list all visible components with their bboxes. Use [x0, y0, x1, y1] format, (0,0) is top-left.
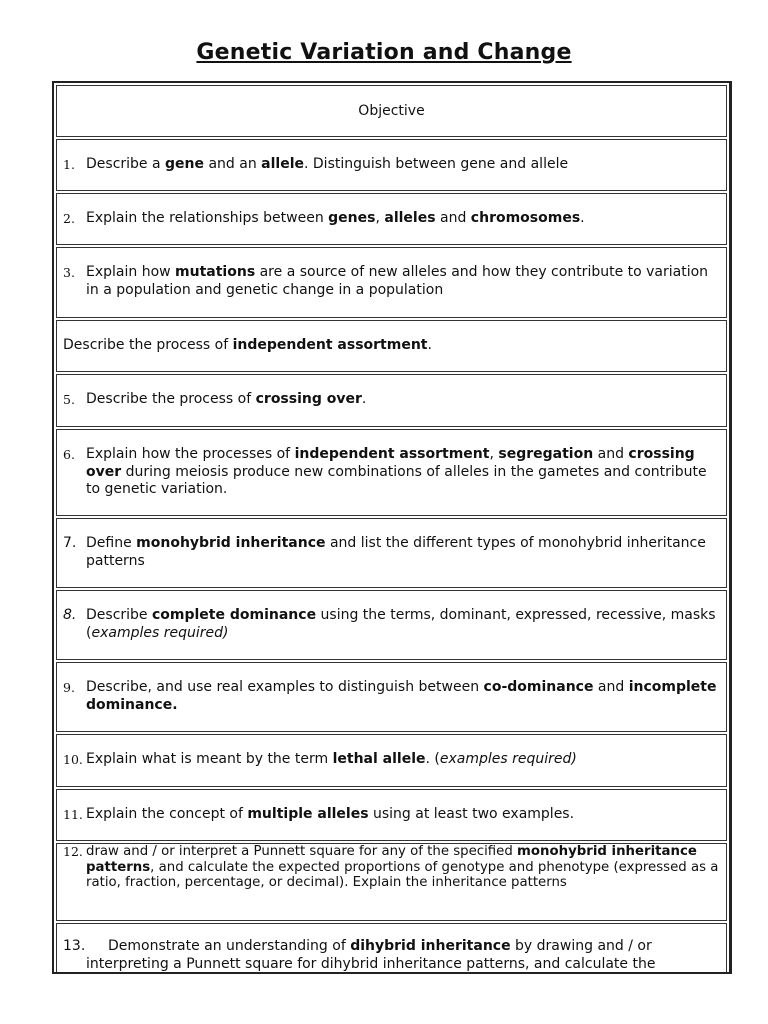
- bold-term: mutations: [175, 264, 256, 280]
- objective-row-4: [56, 320, 727, 372]
- text-run: .: [580, 210, 585, 226]
- objective-row-6: [56, 429, 727, 516]
- objective-text: [63, 751, 720, 769]
- text-run: Explain the concept of: [86, 806, 248, 822]
- text-run: ,: [489, 446, 499, 462]
- objective-number: 13.: [63, 938, 86, 954]
- objective-row-2: [56, 193, 727, 245]
- objective-text: [63, 535, 720, 570]
- objective-text: [63, 806, 720, 824]
- objective-number: 2.: [63, 211, 75, 226]
- bold-term: monohybrid inheritance: [136, 535, 326, 551]
- bold-term: crossing over: [255, 391, 362, 407]
- objective-text: [63, 446, 720, 499]
- bold-term: chromosomes: [470, 210, 581, 226]
- objective-row-10: [56, 734, 727, 787]
- objective-number: 1.: [63, 157, 75, 172]
- text-run: Demonstrate an understanding of: [108, 938, 351, 954]
- text-run: . Distinguish between gene and allele: [304, 156, 569, 172]
- italic-note: examples required): [91, 624, 229, 641]
- text-run: Explain how the processes of: [86, 446, 295, 462]
- text-run: and: [593, 679, 629, 695]
- objective-number: 9.: [63, 680, 75, 695]
- text-run: Describe: [86, 607, 152, 623]
- text-run: Explain the relationships between: [86, 210, 329, 226]
- text-run: .: [427, 337, 432, 353]
- objective-text: [63, 607, 720, 642]
- text-run: by drawing and / or interpreting a Punnett square for dihybrid inheritance patterns, and calculate the: [86, 938, 656, 972]
- text-run: using at least two examples.: [368, 806, 575, 822]
- text-run: Describe the process of: [63, 337, 233, 353]
- bold-term: incomplete dominance.: [86, 679, 717, 713]
- objective-row-13: [56, 923, 727, 974]
- objective-row-8: [56, 590, 727, 660]
- bold-term: genes: [328, 210, 376, 226]
- bold-term: monohybrid inheritance patterns: [86, 844, 697, 875]
- bold-term: lethal allele: [332, 751, 426, 767]
- objective-row-5: [56, 374, 727, 427]
- objective-number: 12.: [63, 844, 83, 859]
- objective-number: 6.: [63, 447, 75, 462]
- text-run: Describe, and use real examples to distinguish between: [86, 679, 484, 695]
- bold-term: multiple alleles: [247, 806, 369, 822]
- objective-text: [63, 391, 720, 409]
- objective-text: [63, 679, 720, 714]
- objective-number: 8.: [63, 607, 77, 623]
- objective-text: [63, 156, 720, 174]
- objective-number: 10.: [63, 752, 83, 767]
- text-run: .: [361, 391, 367, 407]
- bold-term: allele: [261, 156, 304, 172]
- italic-note: examples required): [439, 751, 577, 767]
- objectives-table: [52, 81, 732, 974]
- text-run: Explain how: [86, 264, 176, 280]
- page-title: Genetic Variation and Change: [196, 40, 572, 65]
- bold-term: dihybrid inheritance: [350, 938, 511, 954]
- bold-term: co-dominance: [483, 679, 594, 695]
- bold-term: crossing over: [86, 446, 695, 480]
- text-run: Explain what is meant by the term: [86, 751, 333, 767]
- bold-term: gene: [165, 156, 204, 172]
- text-run: using the terms, dominant, expressed, recessive, masks (: [86, 607, 716, 641]
- text-run: ,: [375, 210, 385, 226]
- text-run: and an: [204, 156, 262, 172]
- objective-row-3: [56, 247, 727, 318]
- objective-row-9: [56, 662, 727, 732]
- table-header-row: [56, 85, 727, 137]
- objective-text: [63, 210, 720, 228]
- text-run: Define: [86, 535, 137, 551]
- bold-term: independent assortment: [294, 446, 490, 462]
- text-run: Describe the process of: [86, 391, 256, 407]
- text-run: during meiosis produce new combinations of alleles in the gametes and contribute to genetic variation.: [86, 463, 707, 497]
- objective-text: [63, 844, 720, 891]
- objective-row-1: [56, 139, 727, 191]
- objective-row-11: [56, 789, 727, 841]
- text-run: . (: [425, 751, 440, 767]
- bold-term: segregation: [498, 446, 594, 462]
- objective-text: [63, 337, 720, 355]
- objective-number: 5.: [63, 392, 75, 407]
- text-run: and: [435, 210, 471, 226]
- text-run: , and calculate the expected proportions of genotype and phenotype (expressed as a ratio, fraction, percentage, or decimal). Explain the inheritance patterns: [86, 859, 719, 890]
- objective-row-12: [56, 843, 727, 921]
- bold-term: alleles: [384, 210, 436, 226]
- objective-text: [63, 264, 720, 299]
- objective-number: 7.: [63, 535, 77, 551]
- objective-row-7: [56, 518, 727, 588]
- text-run: and list the different types of monohybrid inheritance patterns: [86, 535, 706, 569]
- objective-number: 3.: [63, 265, 75, 280]
- text-run: draw and / or interpret a Punnett square for any of the specified: [86, 844, 518, 859]
- bold-term: independent assortment: [232, 337, 428, 353]
- table-header-label: Objective: [358, 103, 425, 119]
- text-run: are a source of new alleles and how they contribute to variation in a population and genetic change in a population: [86, 264, 709, 298]
- objective-number: 11.: [63, 807, 83, 822]
- text-run: Describe a: [86, 156, 166, 172]
- bold-term: complete dominance: [151, 607, 317, 623]
- objective-text: [63, 938, 720, 973]
- text-run: and: [593, 446, 629, 462]
